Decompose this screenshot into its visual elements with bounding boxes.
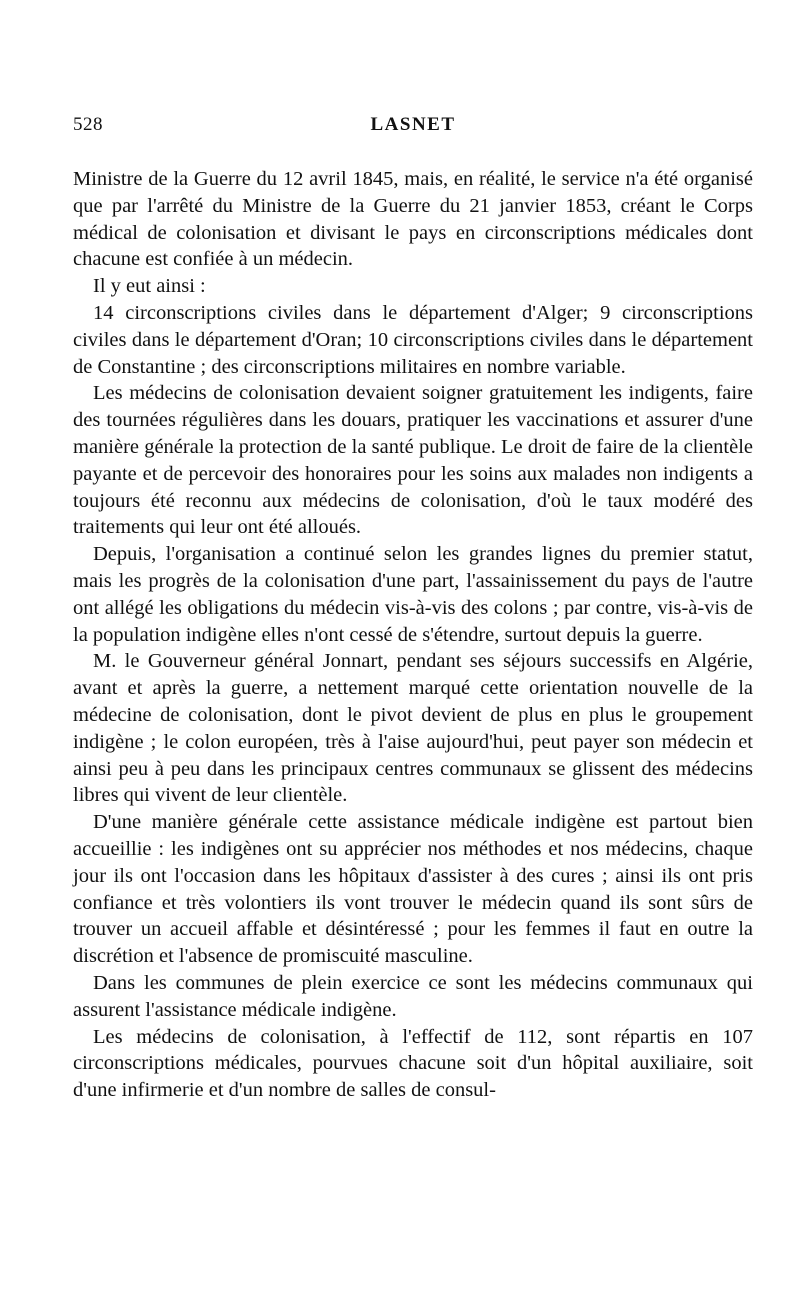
paragraph: Depuis, l'organisation a continué selon les grandes lignes du premier statut, mais les progrès de la colonisation d'une part, l'assainissement du pays de l'autre ont allégé les obligations du médecin vis-à-vis des colons ; par contre, vis-à-vis de la population indigène elles n'ont cessé de s'étendre, surtout depuis la guerre. <box>73 543 753 646</box>
paragraph: Ministre de la Guerre du 12 avril 1845, mais, en réalité, le service n'a été organisé que par l'arrêté du Ministre de la Guerre du 21 janvier 1853, créant le Corps médical de colonisation et divisant le pays en circonscriptions médicales dont chacune est confiée à un médecin. <box>73 168 753 271</box>
paragraph: Dans les communes de plein exercice ce sont les médecins communaux qui assurent l'assistance médicale indigène. <box>73 971 753 1021</box>
paragraph: M. le Gouverneur général Jonnart, pendant ses séjours successifs en Algérie, avant et après la guerre, a nettement marqué cette orientation nouvelle de la médecine de colonisation, dont le pivot devient de plus en plus le groupement indigène ; le colon européen, très à l'aise aujourd'hui, peut payer son médecin et ainsi peu à peu dans les principaux centres communaux se glissent des médecins libres qui vivent de leur clientèle. <box>73 650 753 807</box>
paragraph: Les médecins de colonisation devaient soigner gratuitement les indigents, faire des tournées régulières dans les douars, pratiquer les vaccinations et assurer d'une manière générale la protection de la santé publique. Le droit de faire de la clientèle payante et de percevoir des honoraires pour les soins aux malades non indigents a toujours été reconnu aux médecins de colonisation, d'où le taux modéré des traitements qui leur ont été alloués. <box>73 382 753 539</box>
running-header <box>73 114 753 142</box>
paragraph: Les médecins de colonisation, à l'effectif de 112, sont répartis en 107 circonscriptions médicales, pourvues chacune soit d'un hôpital auxiliaire, soit d'une infirmerie et d'un nombre de salles de consul- <box>73 1025 753 1102</box>
page-number: 528 <box>73 114 103 135</box>
paragraph: Il y eut ainsi : <box>93 275 206 298</box>
paragraph: 14 circonscriptions civiles dans le département d'Alger; 9 circonscriptions civiles dans le département d'Oran; 10 circonscriptions civiles dans le département de Constantine ; des circonscriptions militaires en nombre variable. <box>73 301 753 378</box>
paragraph: D'une manière générale cette assistance médicale indigène est partout bien accueillie : les indigènes ont su apprécier nos méthodes et nos médecins, chaque jour ils ont l'occasion dans les hôpitaux d'assister à des cures ; ainsi ils ont pris confiance et très volontiers ils vont trouver le médecin quand ils sont sûrs de trouver un accueil affable et désintéressé ; pour les femmes il faut en outre la discrétion et l'absence de promiscuité masculine. <box>73 811 753 968</box>
running-title: LASNET <box>370 114 456 135</box>
body-text <box>73 166 753 1104</box>
